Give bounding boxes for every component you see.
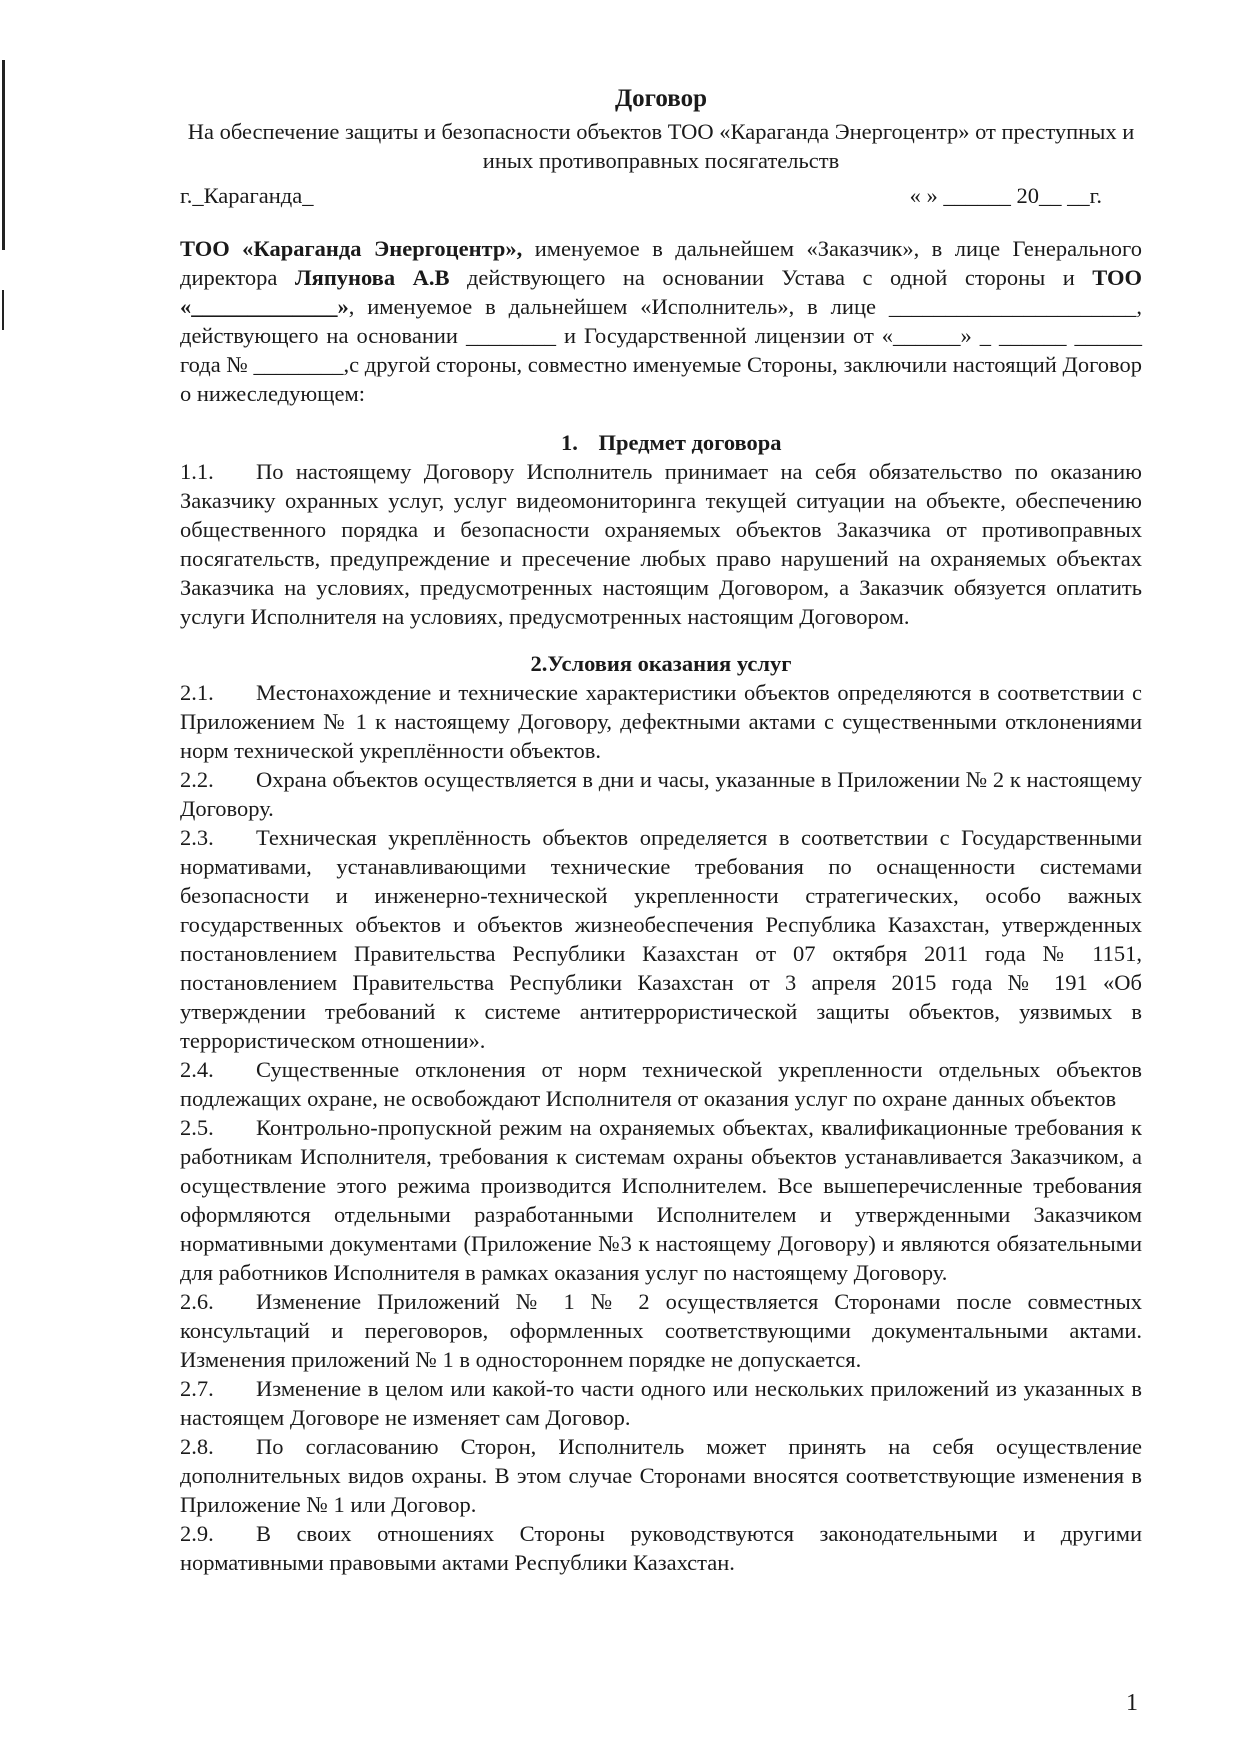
clause — [180, 1287, 1142, 1374]
clause-number: 2.1. — [180, 680, 214, 705]
page-number: 1 — [1126, 1690, 1138, 1716]
preamble-text-1: именуемое в дальнейшем «Заказчик», в лице Генерального директора — [180, 236, 1142, 290]
clause-text: По настоящему Договору Исполнитель принимает на себя обязательство по оказанию Заказчику охранных услуг, услуг видеомониторинга текущей ситуации на объекте, обеспечению общественного порядка и безопасности охраняемых объектов Заказчика от противоправных посягательств, предупреждение и пресечение любых право нарушений на охраняемых объектах Заказчика на условиях, предусмотренных настоящим Договором, а Заказчик обязуется оплатить услуги Исполнителя на условиях, предусмотренных настоящим Договором. — [180, 459, 1142, 629]
section-2-heading: 2.Условия оказания услуг — [530, 651, 792, 676]
clause-number: 2.4. — [180, 1057, 214, 1082]
clause — [180, 457, 1142, 631]
section-1-title: Предмет договора — [598, 430, 782, 455]
document-page — [180, 84, 1142, 1577]
clause-text: Охрана объектов осуществляется в дни и часы, указанные в Приложении № 2 к настоящему Договору. — [180, 767, 1142, 821]
preamble-text-2: действующего на основании Устава с одной стороны и — [449, 265, 1093, 290]
clause-text: По согласованию Сторон, Исполнитель может принять на себя осуществление дополнительных видов охраны. В этом случае Сторонами вносятся соответствующие изменения в Приложение № 1 или Договор. — [180, 1434, 1142, 1517]
section-1-heading — [180, 428, 1142, 457]
clause — [180, 1519, 1142, 1577]
preamble-text-3: , именуемое в дальнейшем «Исполнитель», в лице ______________________, действующего на основании ________ и Государственной лицензии от «______» _ ______ ______ года № ________,с другой стороны, совместно именуемые Стороны, заключили настоящий Договор о нижеследующем: — [180, 294, 1142, 406]
clause-number: 2.8. — [180, 1434, 214, 1459]
party-contractor: ТОО «_____________» — [180, 265, 1142, 319]
clause-number: 2.7. — [180, 1376, 214, 1401]
clause — [180, 1055, 1142, 1113]
clause — [180, 823, 1142, 1055]
clause-number: 2.3. — [180, 825, 214, 850]
clause — [180, 1374, 1142, 1432]
clause-text: В своих отношениях Стороны руководствуются законодательными и другими нормативными правовыми актами Республики Казахстан. — [180, 1521, 1142, 1575]
section-1-number: 1. — [561, 430, 578, 455]
clause — [180, 1432, 1142, 1519]
contract-date: « » ______ 20__ __г. — [909, 183, 1102, 208]
clause-text: Изменение Приложений № 1 № 2 осуществляется Сторонами после совместных консультаций и переговоров, оформленных соответствующими документальными актами. Изменения приложений № 1 в одностороннем порядке не допускается. — [180, 1289, 1142, 1372]
clause-text: Изменение в целом или какой-то части одного или нескольких приложений из указанных в настоящем Договоре не изменяет сам Договор. — [180, 1376, 1142, 1430]
clause — [180, 678, 1142, 765]
clause-text: Контрольно-пропускной режим на охраняемых объектах, квалификационные требования к работникам Исполнителя, требования к системам охраны объектов устанавливается Заказчиком, а осуществление этого режима производится Исполнителем. Все вышеперечисленные требования оформляются отдельными разработанными Исполнителем и утвержденными Заказчиком нормативными документами (Приложение №3 к настоящему Договору) и являются обязательными для работников Исполнителя в рамках оказания услуг по настоящему Договору. — [180, 1115, 1142, 1285]
party-customer: ТОО «Караганда Энергоцентр», — [180, 236, 523, 261]
clause — [180, 1113, 1142, 1287]
city-date-line — [180, 181, 1142, 210]
clause-number: 2.2. — [180, 767, 214, 792]
clause-number: 2.5. — [180, 1115, 214, 1140]
preamble — [180, 234, 1142, 408]
scan-edge-mark — [2, 60, 5, 250]
clause-number: 2.6. — [180, 1289, 214, 1314]
clause — [180, 765, 1142, 823]
clause-text: Местонахождение и технические характеристики объектов определяются в соответствии с Приложением № 1 к настоящему Договору, дефектными актами с существенными отклонениями норм технической укреплённости объектов. — [180, 680, 1142, 763]
scan-edge-mark — [2, 290, 4, 330]
document-title: Договор — [614, 85, 708, 112]
clause-text: Техническая укреплённость объектов определяется в соответствии с Государственными нормативами, устанавливающими технические требования по оснащенности системами безопасности и инженерно-технической укрепленности стратегических, особо важных государственных объектов и объектов жизнеобеспечения Республика Казахстан, утвержденных постановлением Правительства Республики Казахстан от 07 октября 2011 года № 1151, постановлением Правительства Республики Казахстан от 3 апреля 2015 года № 191 «Об утверждении требований к системе антитеррористической защиты объектов, уязвимых в террористическом отношении». — [180, 825, 1142, 1053]
director-name: Ляпунова А.В — [294, 265, 450, 290]
clause-number: 1.1. — [180, 459, 214, 484]
clause-text: Существенные отклонения от норм технической укрепленности отдельных объектов подлежащих охране, не освобождают Исполнителя от оказания услуг по охране данных объектов — [180, 1057, 1142, 1111]
clause-number: 2.9. — [180, 1521, 214, 1546]
city: г._Караганда_ — [180, 183, 314, 208]
document-subtitle: На обеспечение защиты и безопасности объектов ТОО «Караганда Энергоцентр» от преступных и иных противоправных посягательств — [187, 119, 1135, 173]
